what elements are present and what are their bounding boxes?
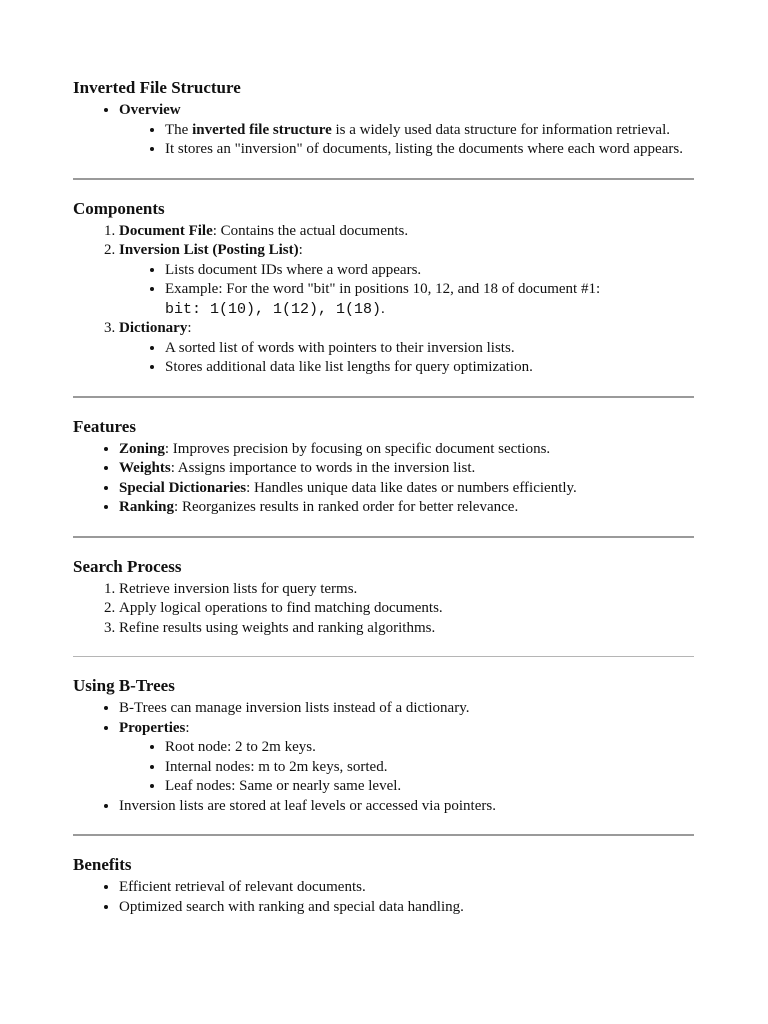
bold-term: Weights — [119, 460, 171, 476]
sub-list — [119, 738, 694, 797]
section-title: Using B-Trees — [73, 676, 175, 695]
bold-term: Zoning — [119, 440, 165, 457]
section-features — [73, 398, 694, 538]
bold-term: inverted file structure — [192, 121, 332, 138]
text: : Reorganizes results in ranked order for better relevance. — [174, 499, 519, 515]
section-search-process — [73, 538, 694, 658]
list-item: • Root node: 2 to 2m keys. — [165, 738, 694, 758]
sub-list — [119, 261, 694, 320]
bullet-list — [73, 440, 694, 518]
section-inverted-file-structure — [73, 0, 694, 180]
text: . — [381, 300, 385, 317]
bold-term: Inversion List (Posting List) — [119, 242, 299, 258]
text: is a widely used data structure for information retrieval. — [331, 121, 670, 138]
list-item: 1. Retrieve inversion lists for query terms. — [119, 580, 694, 600]
list-item: • Optimized search with ranking and special data handling. — [119, 898, 694, 918]
bullet-list — [73, 878, 694, 917]
bold-term: Properties — [119, 719, 186, 736]
list-item — [119, 498, 694, 518]
overview-label: Overview — [119, 102, 181, 118]
bullet-list — [73, 699, 694, 816]
list-item: • Inversion lists are stored at leaf levels or accessed via pointers. — [119, 797, 694, 817]
text: : Improves precision by focusing on specific document sections. — [164, 440, 551, 457]
list-item — [119, 479, 694, 499]
list-item — [165, 121, 694, 141]
list-item — [119, 719, 694, 797]
list-item: • B-Trees can manage inversion lists instead of a dictionary. — [119, 699, 694, 719]
bold-term: Special Dictionaries — [119, 479, 247, 496]
bullet-list — [73, 101, 694, 160]
section-benefits — [73, 836, 694, 917]
section-using-b-trees — [73, 657, 694, 836]
text: : Contains the actual documents. — [212, 222, 409, 239]
text: : — [187, 320, 192, 336]
text: : — [298, 242, 303, 258]
list-item — [119, 459, 694, 479]
list-item: 2. Apply logical operations to find matching documents. — [119, 599, 694, 619]
section-title: Benefits — [73, 855, 132, 874]
section-title: Inverted File Structure — [73, 78, 241, 97]
bold-term: Ranking — [119, 499, 175, 515]
bold-term: Dictionary — [119, 320, 188, 336]
numbered-list — [73, 222, 694, 378]
sub-list — [119, 339, 694, 378]
list-item: • Lists document IDs where a word appears. — [165, 261, 694, 281]
text: : Handles unique data like dates or numbers efficiently. — [246, 479, 577, 496]
section-components — [73, 180, 694, 398]
list-item — [119, 319, 694, 378]
list-item: • Leaf nodes: Same or nearly same level. — [165, 777, 694, 797]
list-item — [119, 241, 694, 319]
list-item: • Efficient retrieval of relevant documents. — [119, 878, 694, 898]
list-item: • Internal nodes: m to 2m keys, sorted. — [165, 758, 694, 778]
bold-term: Document File — [119, 222, 213, 239]
list-item: • Stores additional data like list lengths for query optimization. — [165, 358, 694, 378]
list-item: 3. Refine results using weights and ranking algorithms. — [119, 619, 694, 639]
numbered-list — [73, 580, 694, 639]
text: Example: For the word "bit" in positions 10, 12, and 18 of document #1: — [165, 281, 601, 297]
code-snippet: bit: 1(10), 1(12), 1(18) — [165, 300, 382, 318]
section-title: Components — [73, 198, 165, 218]
sub-list — [119, 121, 694, 160]
text: : — [185, 719, 190, 736]
section-title: Search Process — [73, 556, 182, 576]
section-title: Features — [73, 416, 136, 436]
list-item — [165, 280, 694, 319]
list-item — [119, 440, 694, 460]
list-item: • It stores an "inversion" of documents, listing the documents where each word appears. — [165, 140, 694, 160]
text: The — [165, 121, 193, 138]
list-item — [119, 101, 694, 160]
text: : Assigns importance to words in the inversion list. — [170, 460, 476, 476]
list-item — [119, 222, 694, 242]
list-item: • A sorted list of words with pointers to their inversion lists. — [165, 339, 694, 359]
